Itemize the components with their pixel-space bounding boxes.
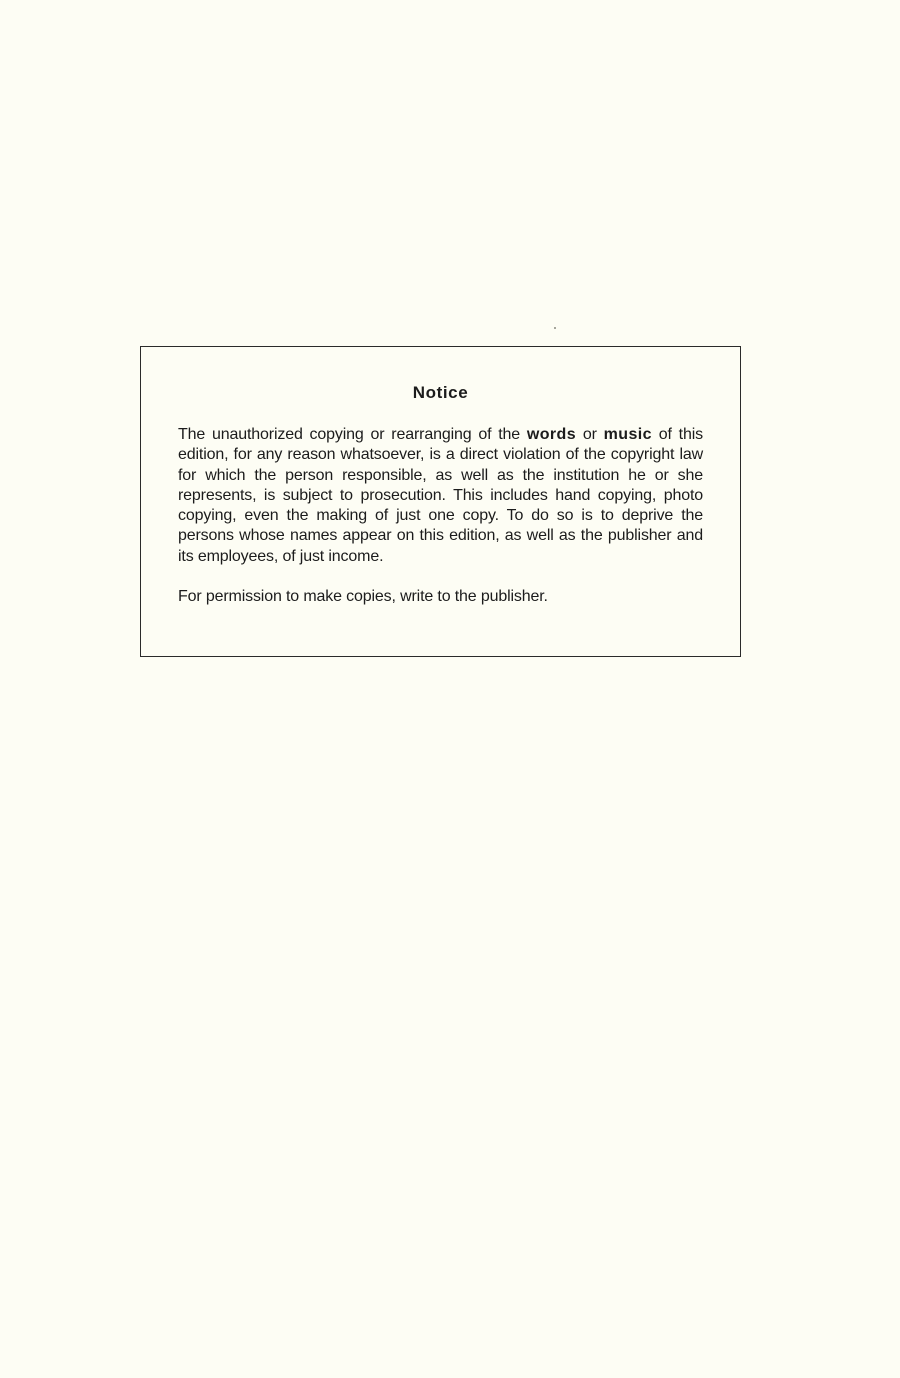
bold-word-words: words — [526, 426, 577, 443]
permission-note: For permission to make copies, write to the publisher. — [178, 588, 548, 606]
bold-word-music: music — [603, 426, 652, 443]
paper-speck — [554, 327, 556, 329]
notice-body — [178, 425, 703, 567]
notice-box — [140, 346, 741, 657]
notice-title: Notice — [412, 383, 469, 402]
notice-body-text-2: or — [576, 426, 604, 443]
notice-body-text-3: of this edition, for any reason whatsoever, is a direct violation of the copyright law for which the person responsible, as well as the institution he or she represents, is subject to prosecution. This includes hand copying, photo copying, even the making of just one copy. To do so is to deprive the persons whose names appear on this edition, as well as the publisher and its employees, of just income. — [178, 426, 703, 565]
notice-body-text-1: The unauthorized copying or rearranging of the — [178, 426, 527, 443]
